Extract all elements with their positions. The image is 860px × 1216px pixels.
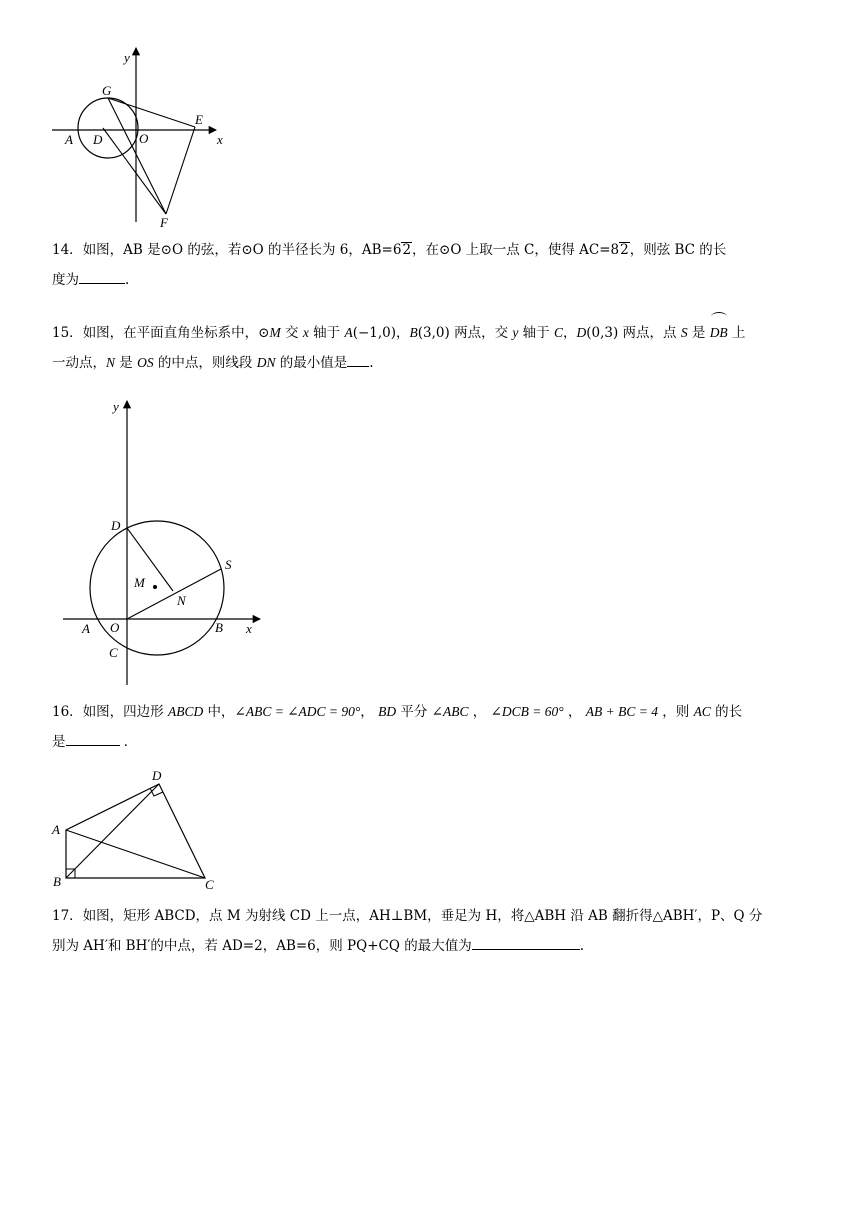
arc-db: DB (710, 316, 728, 348)
question-16-line-2: 是 ． (52, 727, 804, 757)
label-y: y (113, 399, 119, 414)
label-b: B (215, 620, 223, 635)
figure-circle-coordinate (55, 395, 275, 685)
answer-blank[interactable] (347, 352, 369, 367)
segment-ef (166, 127, 195, 214)
label-o: O (139, 131, 149, 146)
question-17 (52, 901, 804, 961)
question-16-line-1: 16．如图，四边形 ABCD 中，∠ABC = ∠ADC = 90°， BD 平分 ∠ABC ， ∠DCB = 60° ， AB + BC = 4 ，则 AC 的长 (52, 704, 743, 720)
label-a: A (65, 132, 73, 147)
label-o: O (110, 620, 120, 635)
circle (78, 98, 138, 158)
label-c: C (109, 645, 118, 660)
question-number: 15． (52, 325, 83, 341)
figure-quadrilateral (48, 762, 228, 892)
sqrt-2: 2 (620, 242, 629, 258)
question-14-line-1: 14．如图，AB 是⊙O 的弦，若⊙O 的半径长为 6，AB=62，在⊙O 上取一点 C，使得 AC=82，则弦 BC 的长 (52, 242, 727, 258)
label-x: x (217, 132, 223, 147)
question-number: 16． (52, 704, 83, 720)
answer-blank[interactable] (472, 935, 580, 950)
answer-blank[interactable] (66, 731, 120, 746)
sqrt-2: 2 (402, 242, 412, 258)
label-d: D (152, 768, 162, 783)
question-number: 14． (52, 242, 83, 258)
label-x: x (246, 621, 252, 636)
label-m: M (134, 575, 145, 590)
question-number: 17． (52, 908, 83, 924)
label-d: D (111, 518, 121, 533)
question-17-line-2: 别为 AH′和 BH′的中点，若 AD=2，AB=6，则 PQ+CQ 的最大值为 . (52, 931, 804, 961)
point-m (153, 585, 157, 589)
label-s: S (225, 557, 232, 572)
figure-circle-triangle (40, 42, 250, 242)
answer-blank[interactable] (79, 269, 125, 284)
diagonal-bd (66, 784, 159, 878)
question-17-line-1: 17．如图，矩形 ABCD，点 M 为射线 CD 上一点，AH⊥BM，垂足为 H，将△ABH 沿 AB 翻折得△ABH′，P、Q 分 (52, 908, 763, 924)
quadrilateral-abcd (66, 784, 205, 878)
label-n: N (177, 593, 186, 608)
label-a: A (82, 621, 90, 636)
question-14-line-2: 度为 . (52, 265, 804, 295)
question-15-line-1: 15．如图，在平面直角坐标系中，⊙M 交 x 轴于 A(−1,0)，B(3,0) 两点，交 y 轴于 C，D(0,3) 两点，点 S 是 DB 上 (52, 316, 804, 348)
label-c: C (205, 877, 214, 892)
label-d: D (93, 132, 103, 147)
question-15 (52, 316, 804, 378)
label-e: E (195, 112, 203, 127)
diagonal-ac (66, 830, 205, 878)
question-14 (52, 235, 804, 295)
segment-gf (108, 98, 166, 214)
question-15-line-2: 一动点，N 是 OS 的中点，则线段 DN 的最小值是 . (52, 348, 804, 378)
label-g: G (102, 83, 112, 98)
question-16 (52, 697, 804, 757)
segment-ge (108, 98, 195, 127)
label-b: B (53, 874, 61, 889)
label-y: y (124, 50, 130, 65)
label-a: A (52, 822, 60, 837)
label-f: F (160, 215, 168, 230)
